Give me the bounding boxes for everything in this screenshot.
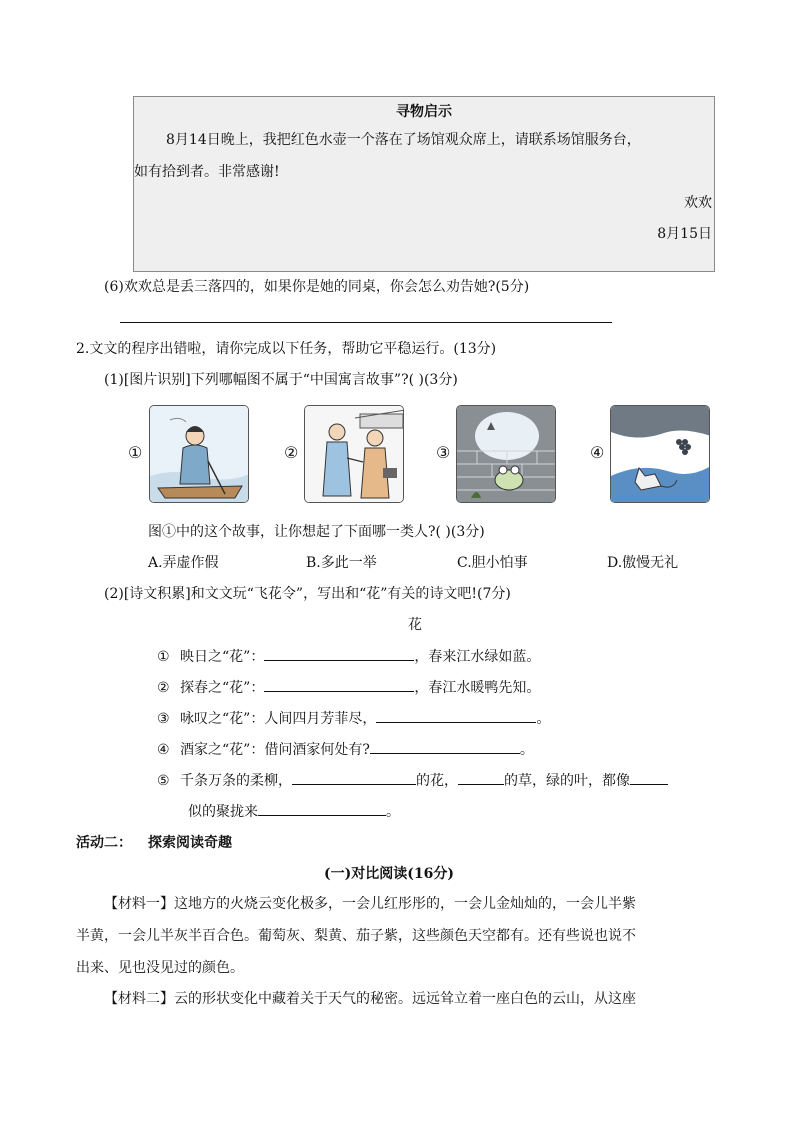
- item-marker: ②: [157, 680, 170, 696]
- material-2-text: 云的形状变化中藏着关于天气的秘密。远远耸立着一座白色的云山，从这座: [174, 991, 636, 1007]
- item-prefix: 酒家之“花”：借问酒家何处有?: [180, 742, 370, 758]
- poem-item-2: [157, 677, 540, 697]
- image-marker-4: ④: [590, 443, 605, 462]
- item-marker: ④: [157, 742, 170, 758]
- notice-title: 寻物启示: [396, 104, 452, 120]
- notice-date: 8月15日: [657, 226, 712, 242]
- item-marker: ①: [157, 649, 170, 665]
- image-3: [456, 405, 556, 503]
- item-suffix: 。: [536, 711, 551, 727]
- item-prefix: 探春之“花”：: [180, 680, 265, 696]
- activity-title: 探索阅读奇趣: [148, 835, 232, 851]
- notice-line-2: 如有拾到者。非常感谢!: [134, 164, 280, 180]
- item-suffix: 。: [519, 742, 534, 758]
- image-marker-3: ③: [436, 443, 451, 462]
- material-1-line-2: 半黄，一会儿半灰半百合色。葡萄灰、梨黄、茄子紫，这些颜色天空都有。还有些说也说不: [76, 928, 636, 944]
- image-1: [149, 405, 249, 503]
- answer-blank[interactable]: [264, 646, 414, 661]
- item-prefix: 映日之“花”：: [180, 649, 265, 665]
- answer-line-q6[interactable]: [120, 322, 612, 323]
- answer-blank[interactable]: [258, 801, 386, 816]
- answer-blank[interactable]: [458, 770, 504, 785]
- two-people-trading-icon: [305, 406, 404, 503]
- material-1-line-3: 出来、见也没见过的颜色。: [76, 960, 244, 976]
- item-5-part-a: 千条万条的柔柳，: [180, 773, 293, 789]
- lost-item-notice: [133, 96, 715, 272]
- material-1-text: 这地方的火烧云变化极多，一会儿红彤彤的，一会儿金灿灿的，一会儿半紫: [174, 896, 636, 912]
- image-4: [610, 405, 710, 503]
- notice-signature: 欢欢: [684, 195, 712, 211]
- poem-item-5: [157, 770, 668, 790]
- option-c[interactable]: C.胆小怕事: [457, 555, 528, 571]
- item-5-part-e: 。: [386, 804, 400, 820]
- image-marker-2: ②: [284, 443, 299, 462]
- material-1-tag: 【材料一】: [104, 896, 174, 912]
- option-d[interactable]: D.傲慢无礼: [607, 555, 679, 571]
- poem-item-1: [157, 646, 540, 666]
- answer-blank[interactable]: [292, 770, 416, 785]
- poem-item-3: [157, 708, 550, 728]
- material-2-tag: 【材料二】: [104, 991, 174, 1007]
- image-marker-1: ①: [128, 443, 143, 462]
- question-2-heading: 2.文文的程序出错啦，请你完成以下任务，帮助它平稳运行。(13分): [76, 341, 497, 357]
- material-2-line-1: [104, 988, 636, 1008]
- question-2-part-2: (2)[诗文积累]和文文玩“飞花令”，写出和“花”有关的诗文吧!(7分): [104, 586, 511, 602]
- section-title: (一)对比阅读(16分): [324, 866, 454, 882]
- notice-line-1: 8月14日晚上，我把红色水壶一个落在了场馆观众席上，请联系场馆服务台，: [166, 132, 641, 148]
- question-6: (6)欢欢总是丢三落四的，如果你是她的同桌，你会怎么劝告她?(5分): [104, 279, 530, 295]
- item-5-part-d: 似的聚拢来: [188, 804, 258, 820]
- answer-blank[interactable]: [370, 739, 520, 754]
- activity-label: 活动二：: [76, 835, 132, 851]
- image-2: [304, 405, 404, 503]
- item-suffix: ，春来江水绿如蓝。: [414, 649, 541, 665]
- item-5-part-b: 的花，: [416, 773, 459, 789]
- item-marker: ⑤: [157, 773, 170, 789]
- fox-and-grapes-icon: [611, 406, 710, 503]
- frog-in-well-icon: [457, 406, 556, 503]
- image-1-question: 图①中的这个故事，让你想起了下面哪一类人?( )(3分): [148, 524, 485, 540]
- man-fishing-in-boat-icon: [150, 406, 249, 503]
- item-suffix: ，春江水暖鸭先知。: [414, 680, 541, 696]
- item-prefix: 咏叹之“花”：人间四月芳菲尽，: [180, 711, 377, 727]
- answer-blank[interactable]: [630, 770, 668, 785]
- answer-blank[interactable]: [376, 708, 536, 723]
- poem-item-5-continued: [188, 801, 400, 821]
- option-b[interactable]: B.多此一举: [306, 555, 377, 571]
- item-5-part-c: 的草，绿的叶，都像: [504, 773, 631, 789]
- question-2-part-1: (1)[图片识别]下列哪幅图不属于“中国寓言故事”?( )(3分): [104, 372, 458, 388]
- poem-item-4: [157, 739, 534, 759]
- material-1-line-1: [104, 893, 636, 913]
- center-word: 花: [408, 617, 422, 633]
- answer-blank[interactable]: [264, 677, 414, 692]
- option-a[interactable]: A.弄虚作假: [148, 555, 219, 571]
- item-marker: ③: [157, 711, 170, 727]
